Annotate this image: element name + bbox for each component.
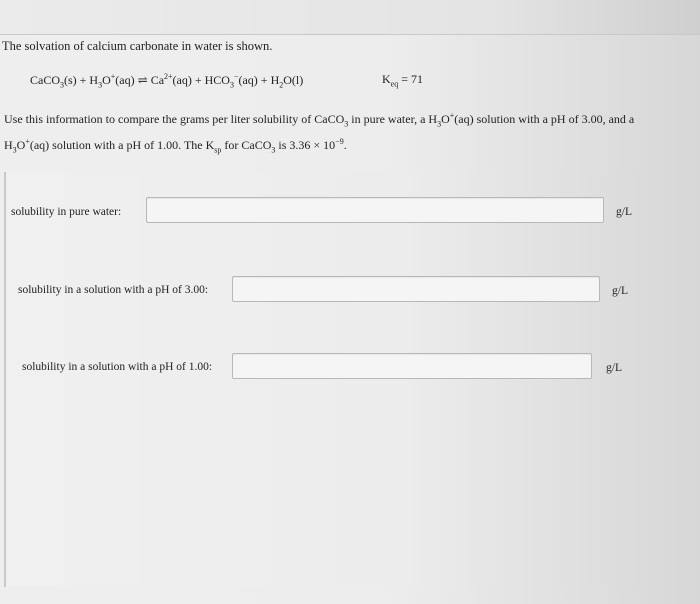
reaction-equation: CaCO$_3$(s) + $H_3O^+(aq)$ ⇌ $Ca^{2+}(aq) + HCO_3^-(aq) + H_2O(l)$ [30,72,304,90]
ph1-label: solubility in a solution with a pH of 1.00: [22,361,213,373]
pure-water-unit: g/L [616,206,632,218]
ph3-unit: g/L [612,285,628,297]
panel-left-border [4,172,6,587]
ph3-label: solubility in a solution with a pH of 3.00: [18,284,209,296]
ph3-solubility-input[interactable] [232,276,600,302]
top-strip [0,0,700,34]
equilibrium-arrow: ⇌ [137,73,148,87]
ph1-solubility-input[interactable] [232,353,592,379]
header-divider [0,34,700,35]
pure-water-solubility-input[interactable] [146,197,604,223]
pure-water-label: solubility in pure water: [11,206,122,218]
question-intro: The solvation of calcium carbonate in water is shown. [2,39,273,53]
ph1-unit: g/L [606,362,622,374]
answer-panel [4,172,668,587]
equilibrium-constant: $K_{eq} = 71$ [382,72,424,89]
question-instructions: Use this information to compare the grams per liter solubility of CaCO$_3$ in pure water, a $H_3O^+(aq)$ solution with a pH of 3.00, and a $H_3O^+(aq)$ solution with a pH of 1.00. The $K_{sp}$ for CaCO$_3$ is $3.36 \times 10^{-9}$. [4,111,635,155]
